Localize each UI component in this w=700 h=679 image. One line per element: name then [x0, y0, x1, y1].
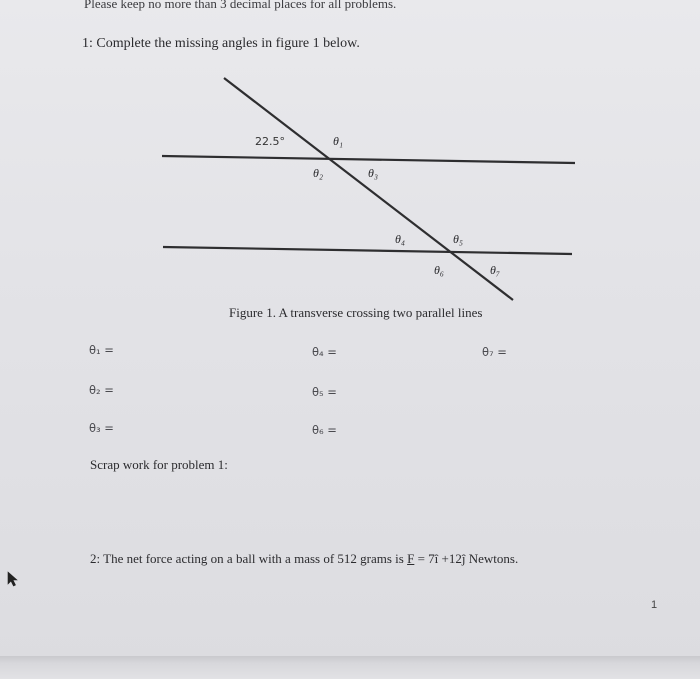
problem-1-prompt: 1: Complete the missing angles in figure 1 below.	[82, 36, 360, 51]
mouse-pointer-icon	[6, 570, 20, 588]
answer-theta-1: θ₁ =	[89, 343, 114, 357]
problem-2-prefix: 2: The net force acting on a ball with a mass of 512 grams is	[90, 551, 408, 566]
answer-theta-3: θ₃ =	[89, 421, 114, 435]
answer-theta-4: θ₄ =	[312, 345, 337, 359]
answer-theta-6: θ₆ =	[312, 423, 337, 437]
force-vector-symbol: F	[407, 551, 415, 566]
page-number: 1	[651, 599, 658, 611]
theta-5-label: θ₅	[453, 232, 464, 246]
theta-3-label: θ₃	[368, 166, 379, 180]
problem-2-equation: = 7î +12ĵ Newtons.	[414, 551, 519, 566]
given-angle-label: 22.5°	[255, 135, 285, 148]
instructions-header: Please keep no more than 3 decimal places for all problems.	[84, 0, 397, 11]
parallel-line-top	[162, 156, 575, 163]
theta-7-label: θ₇	[490, 263, 501, 277]
theta-6-label: θ₆	[434, 263, 445, 277]
theta-2-label: θ₂	[313, 166, 324, 180]
theta-4-label: θ₄	[395, 232, 406, 246]
answer-theta-2: θ₂ =	[89, 383, 114, 397]
figure-caption: Figure 1. A transverse crossing two parallel lines	[229, 305, 483, 320]
parallel-line-bottom	[163, 247, 572, 254]
theta-1-label: θ₁	[333, 134, 344, 148]
transversal-line	[224, 78, 513, 300]
answer-theta-5: θ₅ =	[312, 385, 337, 399]
problem-2-prompt	[90, 551, 518, 567]
answer-theta-7: θ₇ =	[482, 345, 507, 359]
scrap-work-label: Scrap work for problem 1:	[90, 457, 228, 472]
page-bottom-edge	[0, 656, 700, 679]
